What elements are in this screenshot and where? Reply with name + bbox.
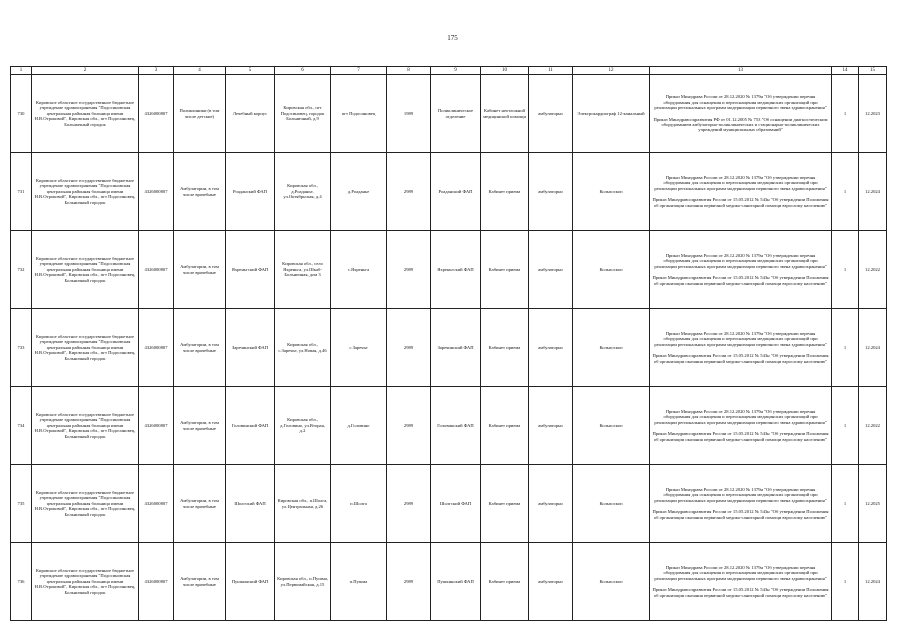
address-cell: Кировская обл., п.Пушма, ул.Первомайская, д.15 (275, 543, 331, 621)
quantity-cell: 1 (832, 309, 859, 387)
address-cell: Кировская обл., пгт Подосиновец, городок Больничный, д.9 (275, 75, 331, 153)
column-header: 6 (275, 67, 331, 75)
quantity-cell: 1 (832, 153, 859, 231)
facility-type-cell: Амбулатории, в том числе врачебные (174, 231, 226, 309)
column-header: 15 (859, 67, 887, 75)
facility-type-cell: Амбулатории, в том числе врачебные (174, 387, 226, 465)
table-row (11, 75, 887, 153)
order-text: Приказ Минздрава России от 28.12.2020 № 1379н "Об утверждении перечня оборудования для оснащения и переоснащения медицинских организаций при реализации региональных программ модернизации первичного звена здравоохранения" (654, 252, 827, 269)
order-cell (650, 153, 832, 231)
column-header: 8 (387, 67, 431, 75)
department-cell: Поликлиническое отделение (431, 75, 481, 153)
equipment-cell: Кольпоскоп (573, 387, 650, 465)
order-cell (650, 543, 832, 621)
locality-cell: пгт Подосиновец (331, 75, 387, 153)
equipment-cell: Кольпоскоп (573, 231, 650, 309)
column-header: 9 (431, 67, 481, 75)
order-text: Приказ Минздравсоцразвития России от 15.05.2012 № 543н "Об утверждении Положения об организации оказания первичной медико-санитарной помощи взрослому населению" (652, 431, 829, 442)
building-cell: Лечебный корпус (226, 75, 275, 153)
column-header: 12 (573, 67, 650, 75)
table-row (11, 465, 887, 543)
inn-cell: 4326000807 (139, 309, 174, 387)
equipment-cell: Кольпоскоп (573, 309, 650, 387)
quantity-cell: 1 (832, 465, 859, 543)
inn-cell: 4326000807 (139, 387, 174, 465)
order-cell (650, 231, 832, 309)
date-cell: 12.2025 (859, 465, 887, 543)
organization-cell: Кировское областное государственное бюджетное учреждение здравоохранения "Подосиновская центральная районная больница имени Н.В.Отроковой", Кировская обл., пгт Подосиновец, Больничный городок (32, 309, 139, 387)
facility-type-cell: Амбулатории, в том числе врачебные (174, 309, 226, 387)
order-text: Приказ Минздрава России от 28.12.2020 № 1379н "Об утверждении перечня оборудования для оснащения и переоснащения медицинских организаций при реализации региональных программ модернизации первичного звена здравоохранения" (654, 94, 827, 111)
facility-type-cell: Амбулатории, в том числе врачебные (174, 465, 226, 543)
quantity-cell: 1 (832, 387, 859, 465)
column-header: 3 (139, 67, 174, 75)
date-cell: 12.2022 (859, 231, 887, 309)
locality-cell: с.Заречье (331, 309, 387, 387)
table-row (11, 309, 887, 387)
order-text: Приказ Минздрава России от 28.12.2020 № 1379н "Об утверждении перечня оборудования для оснащения и переоснащения медицинских организаций при реализации региональных программ модернизации первичного звена здравоохранения" (654, 330, 827, 347)
date-cell: 12.2024 (859, 153, 887, 231)
department-cell: Пушкинский ФАП (431, 543, 481, 621)
equipment-cell: Кольпоскоп (573, 465, 650, 543)
equipment-cell: Электрокардиограф 12-канальный (573, 75, 650, 153)
order-text: Приказ Минздравсоцразвития РФ от 01.12.2005 № 753 "Об оснащении диагностическим оборудованием амбулаторно-поликлинических и стационарно-поликлинических учреждений муниципальных образований" (653, 116, 828, 133)
locality-cell: с.Яхреньга (331, 231, 387, 309)
equipment-table (10, 66, 887, 621)
row-number: 734 (11, 387, 32, 465)
locality-cell: п.Пушма (331, 543, 387, 621)
care-condition-cell: амбулаторно (529, 309, 573, 387)
department-cell: Яхреньгский ФАП (431, 231, 481, 309)
room-cell: Кабинет приема (481, 231, 529, 309)
equipment-cell: Кольпоскоп (573, 153, 650, 231)
organization-cell: Кировское областное государственное бюджетное учреждение здравоохранения "Подосиновская центральная районная больница имени Н.В.Отроковой", Кировская обл., пгт Подосиновец, Больничный городок (32, 231, 139, 309)
building-cell: Яхреньгский ФАП (226, 231, 275, 309)
address-cell: Кировская обл., д.Роаданье, ул.Октябрьская, д.4 (275, 153, 331, 231)
date-cell: 12.2024 (859, 309, 887, 387)
order-text: Приказ Минздравсоцразвития России от 15.05.2012 № 543н "Об утверждении Положения об организации оказания первичной медико-санитарной помощи взрослому населению" (652, 587, 829, 598)
order-text: Приказ Минздравсоцразвития России от 15.05.2012 № 543н "Об утверждении Положения об организации оказания первичной медико-санитарной помощи взрослому населению" (652, 509, 829, 520)
room-cell: Кабинет приема (481, 387, 529, 465)
year-cell: 1989 (387, 75, 431, 153)
department-cell: Роаданский ФАП (431, 153, 481, 231)
inn-cell: 4326000807 (139, 153, 174, 231)
year-cell: 2989 (387, 231, 431, 309)
building-cell: Пушкинский ФАП (226, 543, 275, 621)
organization-cell: Кировское областное государственное бюджетное учреждение здравоохранения "Подосиновская центральная районная больница имени Н.В.Отроковой", Кировская обл., пгт Подосиновец, Большачный городок (32, 75, 139, 153)
inn-cell: 4326000807 (139, 543, 174, 621)
order-text: Приказ Минздравсоцразвития России от 15.05.2012 № 543н "Об утверждении Положения об организации оказания первичной медико-санитарной помощи взрослому населению" (652, 353, 829, 364)
table-row (11, 387, 887, 465)
equipment-cell: Кольпоскоп (573, 543, 650, 621)
table-row (11, 153, 887, 231)
facility-type-cell: Амбулатории, в том числе врачебные (174, 153, 226, 231)
row-number: 731 (11, 153, 32, 231)
row-number: 733 (11, 309, 32, 387)
care-condition-cell: амбулаторно (529, 387, 573, 465)
care-condition-cell: амбулаторно (529, 465, 573, 543)
inn-cell: 4326000807 (139, 465, 174, 543)
locality-cell: д.Роаданье (331, 153, 387, 231)
order-cell (650, 75, 832, 153)
order-text: Приказ Минздравсоцразвития России от 15.05.2012 № 543н "Об утверждении Положения об организации оказания первичной медико-санитарной помощи взрослому населению" (652, 197, 829, 208)
table-row (11, 231, 887, 309)
year-cell: 2989 (387, 387, 431, 465)
department-cell: Головинский ФАП (431, 387, 481, 465)
address-cell: Кировская обл., д.Головино, ул.Вторая, д.2 (275, 387, 331, 465)
column-header: 7 (331, 67, 387, 75)
organization-cell: Кировское областное государственное бюджетное учреждение здравоохранения "Подосиновская центральная районная больница имени Н.В.Отроковой", Кировская обл., пгт Подосиновец, Больничный городок (32, 153, 139, 231)
column-header: 11 (529, 67, 573, 75)
building-cell: Шолгский ФАП (226, 465, 275, 543)
date-cell: 12.2024 (859, 543, 887, 621)
order-cell (650, 309, 832, 387)
row-number: 735 (11, 465, 32, 543)
order-text: Приказ Минздрава России от 28.12.2020 № 1379н "Об утверждении перечня оборудования для оснащения и переоснащения медицинских организаций при реализации региональных программ модернизации первичного звена здравоохранения" (654, 486, 827, 503)
care-condition-cell: амбулаторно (529, 153, 573, 231)
care-condition-cell: амбулаторно (529, 231, 573, 309)
facility-type-cell: Поликлиники (в том числе детские) (174, 75, 226, 153)
column-header: 1 (11, 67, 32, 75)
quantity-cell: 1 (832, 231, 859, 309)
locality-cell: п.Шолга (331, 465, 387, 543)
year-cell: 2989 (387, 153, 431, 231)
row-number: 732 (11, 231, 32, 309)
row-number: 730 (11, 75, 32, 153)
date-cell: 12.2023 (859, 75, 887, 153)
facility-type-cell: Амбулатории, в том числе врачебные (174, 543, 226, 621)
building-cell: Головинский ФАП (226, 387, 275, 465)
room-cell: Кабинет неотложной медицинской помощи (481, 75, 529, 153)
room-cell: Кабинет приема (481, 153, 529, 231)
organization-cell: Кировское областное государственное бюджетное учреждение здравоохранения "Подосиновская центральная районная больница имени Н.В.Отроковой", Кировская обл., пгт Подосиновец, Больничный городок (32, 387, 139, 465)
care-condition-cell: амбулаторно (529, 543, 573, 621)
column-header: 5 (226, 67, 275, 75)
year-cell: 2989 (387, 309, 431, 387)
year-cell: 2989 (387, 543, 431, 621)
order-cell (650, 387, 832, 465)
column-header: 4 (174, 67, 226, 75)
header-row (11, 67, 887, 75)
department-cell: Шолгский ФАП (431, 465, 481, 543)
quantity-cell: 1 (832, 75, 859, 153)
room-cell: Кабинет приема (481, 543, 529, 621)
row-number: 736 (11, 543, 32, 621)
department-cell: Заречинский ФАП (431, 309, 481, 387)
organization-cell: Кировское областное государственное бюджетное учреждение здравоохранения "Подосиновская центральная районная больница имени Н.В.Отроковой", Кировская обл., пгт Подосиновец, Больничный городок (32, 543, 139, 621)
column-header: 10 (481, 67, 529, 75)
room-cell: Кабинет приема (481, 465, 529, 543)
building-cell: Заречинский ФАП (226, 309, 275, 387)
locality-cell: д.Головино (331, 387, 387, 465)
column-header: 14 (832, 67, 859, 75)
address-cell: Кировская обл., с.Заречье, ул.Новая, д.46 (275, 309, 331, 387)
order-text: Приказ Минздравсоцразвития России от 15.05.2012 № 543н "Об утверждении Положения об организации оказания первичной медико-санитарной помощи взрослому населению" (652, 275, 829, 286)
order-text: Приказ Минздрава России от 28.12.2020 № 1379н "Об утверждении перечня оборудования для оснащения и переоснащения медицинских организаций при реализации региональных программ модернизации первичного звена здравоохранения" (654, 564, 827, 581)
order-text: Приказ Минздрава России от 28.12.2020 № 1379н "Об утверждении перечня оборудования для оснащения и переоснащения медицинских организаций при реализации региональных программ модернизации первичного звена здравоохранения" (654, 174, 827, 191)
order-text: Приказ Минздрава России от 28.12.2020 № 1379н "Об утверждении перечня оборудования для оснащения и переоснащения медицинских организаций при реализации региональных программ модернизации первичного звена здравоохранения" (654, 408, 827, 425)
date-cell: 12.2022 (859, 387, 887, 465)
quantity-cell: 1 (832, 543, 859, 621)
inn-cell: 4326000807 (139, 75, 174, 153)
column-header: 2 (32, 67, 139, 75)
column-header: 13 (650, 67, 832, 75)
year-cell: 2989 (387, 465, 431, 543)
address-cell: Кировская обл., п.Шолга, ул.Центральная, д.26 (275, 465, 331, 543)
address-cell: Кировская обл., село Яхреньга, ул.Шкаб-Больничная, дом 3 (275, 231, 331, 309)
room-cell: Кабинет приема (481, 309, 529, 387)
organization-cell: Кировское областное государственное бюджетное учреждение здравоохранения "Подосиновская центральная районная больница имени Н.В.Отроковой", Кировская обл., пгт Подосиновец, Больничный городок (32, 465, 139, 543)
care-condition-cell: амбулаторно (529, 75, 573, 153)
table-row (11, 543, 887, 621)
building-cell: Роаданский ФАП (226, 153, 275, 231)
inn-cell: 4326000807 (139, 231, 174, 309)
page-number: 175 (447, 34, 458, 42)
order-cell (650, 465, 832, 543)
